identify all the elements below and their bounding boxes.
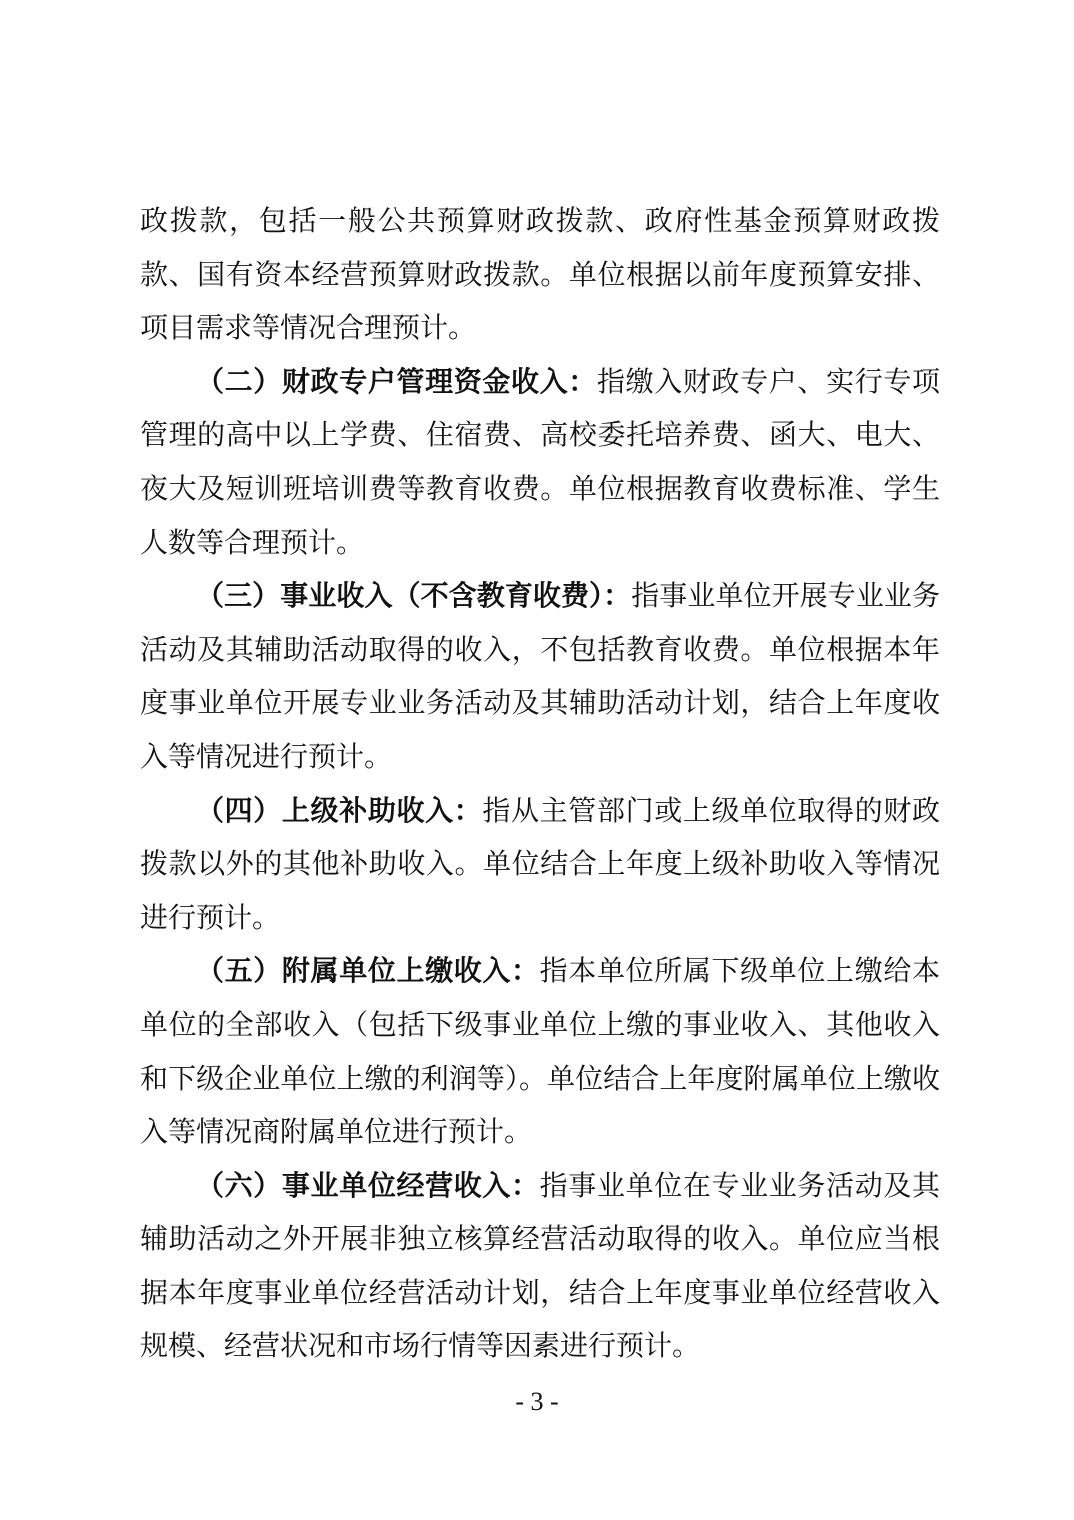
paragraph-affiliated-unit-income xyxy=(140,944,940,1158)
paragraph-business-income xyxy=(140,569,940,783)
paragraph-text: 政拨款，包括一般公共预算财政拨款、政府性基金预算财政拨款、国有资本经营预算财政拨款。单位根据以前年度预算安排、项目需求等情况合理预计。 xyxy=(140,204,940,345)
paragraph-fiscal-special-account-income xyxy=(140,355,940,569)
paragraph-text: 指从主管部门或上级单位取得的财政拨款以外的其他补助收入。单位结合上年度上级补助收入等情况进行预计。 xyxy=(140,793,940,934)
paragraph-text: 指缴入财政专户、实行专项管理的高中以上学费、住宿费、高校委托培养费、函大、电大、夜大及短训班培训费等教育收费。单位根据教育收费标准、学生人数等合理预计。 xyxy=(140,364,940,559)
paragraph-heading: （二）财政专户管理资金收入： xyxy=(196,364,597,398)
paragraph-operating-income xyxy=(140,1159,940,1373)
paragraph-heading: （五）附属单位上缴收入： xyxy=(196,954,540,988)
paragraph-continuation xyxy=(140,194,940,355)
paragraph-heading: （六）事业单位经营收入： xyxy=(196,1168,540,1202)
paragraph-heading: （三）事业收入（不含教育收费）： xyxy=(196,579,632,613)
document-body xyxy=(140,194,940,1373)
page-number: - 3 - xyxy=(515,1387,559,1416)
paragraph-heading: （四）上级补助收入： xyxy=(196,793,483,827)
paragraph-superior-subsidy-income xyxy=(140,784,940,945)
paragraph-text: 指事业单位在专业业务活动及其辅助活动之外开展非独立核算经营活动取得的收入。单位应当根据本年度事业单位经营活动计划，结合上年度事业单位经营收入规模、经营状况和市场行情等因素进行预计。 xyxy=(140,1168,940,1363)
paragraph-text: 指事业单位开展专业业务活动及其辅助活动取得的收入，不包括教育收费。单位根据本年度事业单位开展专业业务活动及其辅助活动计划，结合上年度收入等情况进行预计。 xyxy=(140,579,940,773)
paragraph-text: 指本单位所属下级单位上缴给本单位的全部收入（包括下级事业单位上缴的事业收入、其他收入和下级企业单位上缴的利润等）。单位结合上年度附属单位上缴收入等情况商附属单位进行预计。 xyxy=(140,954,940,1149)
